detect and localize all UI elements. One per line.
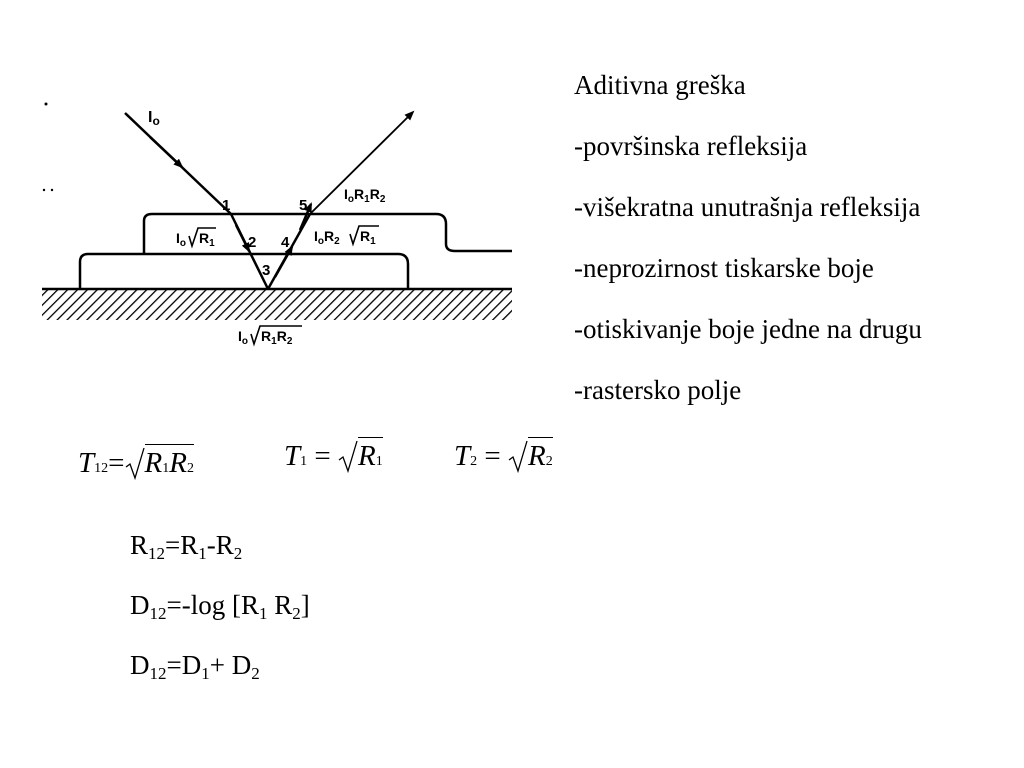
equation-d12-log: $D_{12}=-\log$ [$R_1$ $R_2$] [130, 590, 310, 623]
list-item: -višekratna unutrašnja refleksija [574, 192, 921, 222]
svg-text:IoR2: $I_oR_2$ [314, 228, 340, 247]
svg-text:R1: $R_1$ [360, 228, 376, 247]
list-item: -otiskivanje boje jedne na drugu [574, 314, 922, 344]
label-incident: Io [148, 109, 160, 128]
svg-text:Io: $I_o$ [238, 328, 248, 347]
up-arrow [275, 247, 292, 277]
stray-dot [51, 189, 53, 191]
formula-t2: T2 = R2 [454, 440, 553, 473]
formula-t12: T12= R1R2 [78, 447, 194, 480]
label-beam-down [176, 228, 216, 249]
formula-t1: T1 = R1 [284, 440, 383, 473]
substrate-hatch [42, 290, 512, 320]
label-outgoing: $I_oR_1R_2$ [344, 186, 386, 205]
label-bottom [238, 326, 302, 347]
list-title: Aditivna greška [574, 70, 746, 100]
equation-d12-sum: $D_{12}=D_1+ D_2$ [130, 650, 260, 683]
stray-dot [45, 103, 48, 106]
label-point-3: 3 [262, 262, 271, 279]
error-causes-list [574, 70, 922, 436]
svg-text:R1: $R_1$ [199, 230, 215, 249]
incident-arrow [150, 137, 182, 167]
density-equations [130, 530, 310, 710]
list-item: -rastersko polje [574, 375, 742, 405]
label-point-2: 2 [248, 234, 257, 251]
stray-dot [43, 189, 45, 191]
svg-text:Io: $I_o$ [176, 230, 186, 249]
svg-text:R1R2: $R_1R_2$ [261, 328, 293, 347]
label-beam-up [314, 226, 379, 247]
label-point-4: 4 [281, 234, 290, 251]
label-point-1: 1 [222, 197, 231, 214]
list-item: -neprozirnost tiskarske boje [574, 253, 874, 283]
label-point-5: 5 [299, 197, 308, 214]
lower-ink-layer [80, 254, 408, 289]
equation-r12: $R_{12}=R_1-R_2$ [130, 530, 243, 563]
list-item: -površinska refleksija [574, 131, 808, 161]
